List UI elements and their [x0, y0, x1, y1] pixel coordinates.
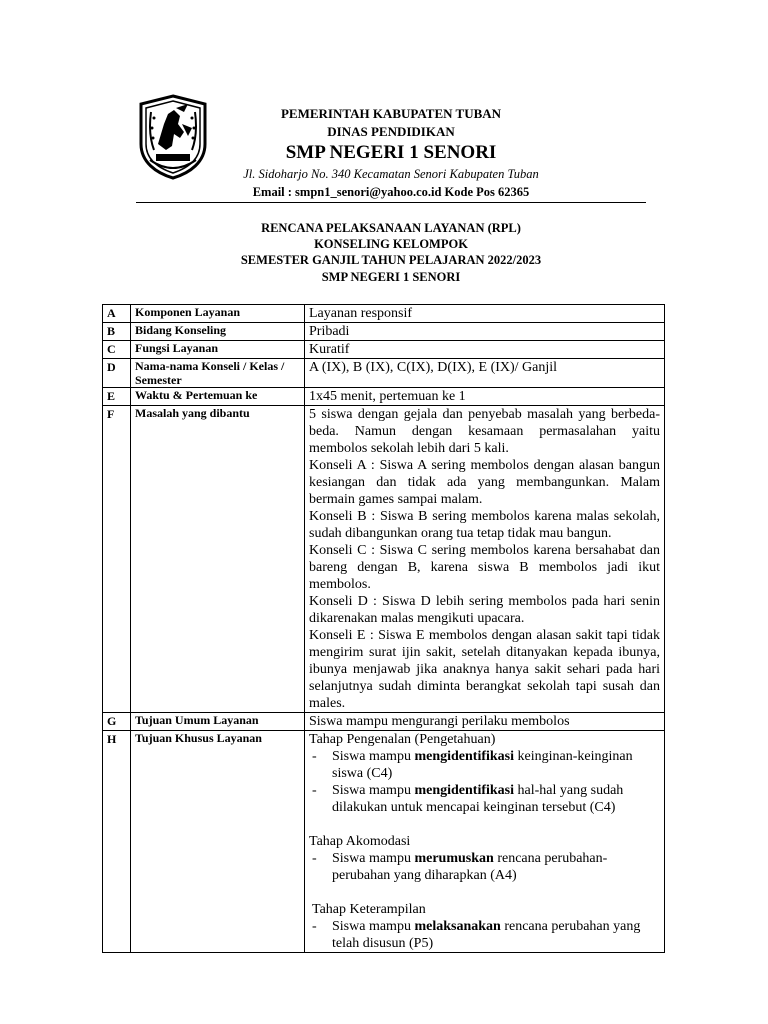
problem-konseli-e: Konseli E : Siswa E membolos dengan alasan sakit tapi tidak mengirim surat ijin sakit, setelah ditanyakan kepada ibunya, ibunya menjawab jika anaknya hanya sakit sehari pada hari selanjutnya sudah diminta berangkat sekolah tapi susah dan males. [309, 628, 660, 711]
seal-icon [136, 94, 210, 180]
row-code: E [103, 388, 131, 406]
doc-school: SMP NEGERI 1 SENORI [321, 270, 461, 284]
doc-semester: SEMESTER GANJIL TAHUN PELAJARAN 2022/2023 [240, 253, 542, 267]
header-divider [136, 202, 646, 203]
row-value: Pribadi [305, 323, 665, 341]
problem-konseli-b: Konseli B : Siswa B sering membolos karena malas sekolah, sudah dibangunkan orang tua tetap tidak mau bangun. [309, 509, 660, 541]
objective-text: Siswa mampu [332, 851, 415, 866]
rpl-table [102, 304, 665, 953]
row-value: Kuratif [305, 341, 665, 359]
row-code: H [103, 731, 131, 953]
row-code: D [103, 359, 131, 388]
stage-objective-list [309, 918, 660, 952]
table-row [103, 359, 665, 388]
stage-title: Tahap Keterampilan [312, 902, 426, 917]
row-value-problems [305, 406, 665, 713]
objective-text: Siswa mampu [332, 783, 415, 798]
row-label: Tujuan Umum Layanan [131, 713, 305, 731]
row-label: Tujuan Khusus Layanan [131, 731, 305, 953]
row-code: A [103, 305, 131, 323]
row-value-objectives [305, 731, 665, 953]
objective-text: keinginan-keinginan siswa (C4) [332, 749, 633, 781]
table-row [103, 713, 665, 731]
header-contact: Email : smpn1_senori@yahoo.co.id Kode Pos 62365 [252, 185, 530, 199]
row-value: A (IX), B (IX), C(IX), D(IX), E (IX)/ Ganjil [305, 359, 665, 388]
objective-text: rencana perubahan yang telah disusun (P5) [332, 919, 641, 951]
row-label: Bidang Konseling [131, 323, 305, 341]
row-code: F [103, 406, 131, 713]
problem-konseli-a: Konseli A : Siswa A sering membolos dengan alasan bangun kesiangan dan tidak ada yang membangunkan. Malam bermain games sampai malam. [309, 458, 660, 507]
row-code: C [103, 341, 131, 359]
problem-summary: 5 siswa dengan gejala dan penyebab masalah yang berbeda-beda. Namun dengan kesamaan permasalahan yaitu membolos sekolah lebih dari 5 kali. [309, 407, 660, 456]
stage-objective-list [309, 748, 660, 816]
objective-text: hal-hal yang sudah dilakukan untuk mencapai keinginan tersebut (C4) [332, 783, 624, 815]
objective-item [309, 918, 660, 952]
table-row [103, 731, 665, 953]
objective-item [309, 850, 660, 884]
objective-item [309, 782, 660, 816]
objective-text: Siswa mampu [332, 919, 415, 934]
table-row [103, 305, 665, 323]
objective-text: rencana perubahan-perubahan yang diharapkan (A4) [332, 851, 608, 883]
table-row [103, 323, 665, 341]
header-school-name: SMP NEGERI 1 SENORI [285, 142, 497, 163]
row-value: Layanan responsif [305, 305, 665, 323]
objective-text: Siswa mampu [332, 749, 415, 764]
header-government: PEMERINTAH KABUPATEN TUBAN [280, 106, 502, 121]
tuban-regency-seal [136, 94, 210, 180]
objective-verb: melaksanakan [414, 919, 501, 934]
stage-title: Tahap Pengenalan (Pengetahuan) [309, 732, 496, 747]
row-value: Siswa mampu mengurangi perilaku membolos [305, 713, 665, 731]
problem-konseli-d: Konseli D : Siswa D lebih sering membolos pada hari senin dikarenakan malas mengikuti upacara. [309, 594, 660, 626]
objective-verb: mengidentifikasi [414, 783, 515, 798]
row-code: B [103, 323, 131, 341]
row-value: 1x45 menit, pertemuan ke 1 [305, 388, 665, 406]
stage-title: Tahap Akomodasi [309, 834, 411, 849]
row-code: G [103, 713, 131, 731]
objective-verb: mengidentifikasi [414, 749, 515, 764]
row-label: Masalah yang dibantu [131, 406, 305, 713]
table-row [103, 406, 665, 713]
stage-objective-list [309, 850, 660, 884]
problem-konseli-c: Konseli C : Siswa C sering membolos karena bersahabat dan bareng dengan B, karena siswa B membolos jadi ikut membolos. [309, 543, 660, 592]
doc-title: RENCANA PELAKSANAAN LAYANAN (RPL) [261, 221, 521, 235]
objective-verb: merumuskan [414, 851, 494, 866]
table-row [103, 341, 665, 359]
header-address: Jl. Sidoharjo No. 340 Kecamatan Senori Kabupaten Tuban [243, 167, 539, 181]
row-label: Komponen Layanan [131, 305, 305, 323]
row-label: Waktu & Pertemuan ke [131, 388, 305, 406]
header-department: DINAS PENDIDIKAN [327, 124, 455, 139]
row-label: Fungsi Layanan [131, 341, 305, 359]
objective-item [309, 748, 660, 782]
table-row [103, 388, 665, 406]
row-label: Nama-nama Konseli / Kelas / Semester [131, 359, 305, 388]
doc-subtitle: KONSELING KELOMPOK [314, 237, 468, 251]
